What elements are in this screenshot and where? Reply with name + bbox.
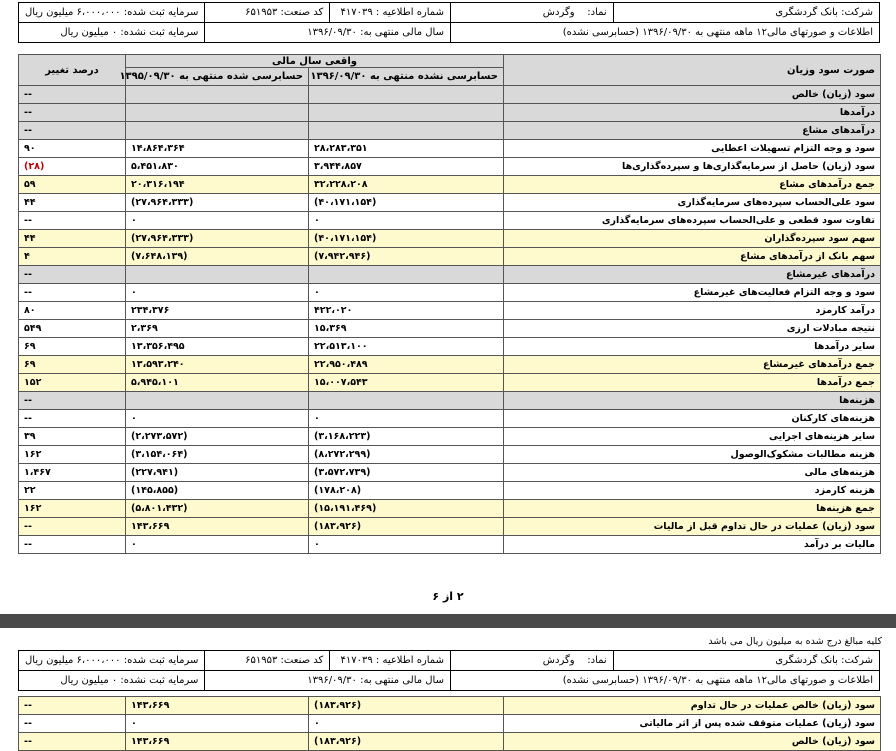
company-name: شرکت: بانک گردشگری <box>613 651 879 671</box>
row-prior-value <box>126 86 309 104</box>
row-current-value: (۳،۱۶۸،۲۲۳) <box>309 428 504 446</box>
row-prior-value: ۰ <box>126 410 309 428</box>
row-current-value: ۱۵،۳۶۹ <box>309 320 504 338</box>
row-prior-value: ۰ <box>126 715 309 733</box>
table-row <box>19 284 881 302</box>
table-row <box>19 266 881 284</box>
row-prior-value: ۵،۴۵۱،۸۳۰ <box>126 158 309 176</box>
table-row <box>19 194 881 212</box>
row-prior-value: ۲،۳۶۹ <box>126 320 309 338</box>
row-label: سهم سود سپرده‌گذاران <box>504 230 881 248</box>
row-prior-value: ۱۴۳،۶۶۹ <box>126 733 309 751</box>
row-current-value: (۱۷۸،۲۰۸) <box>309 482 504 500</box>
unregistered-capital: سرمایه ثبت نشده: ۰ میلیون ریال <box>19 671 205 691</box>
row-change-percent: -- <box>19 697 126 715</box>
table-row <box>19 212 881 230</box>
row-label: هزینه کارمزد <box>504 482 881 500</box>
row-change-percent: -- <box>19 392 126 410</box>
table-row <box>19 464 881 482</box>
row-current-value: ۳۲،۲۲۸،۲۰۸ <box>309 176 504 194</box>
row-change-percent: ۴۴ <box>19 194 126 212</box>
row-current-value: ۲۲،۹۵۰،۴۸۹ <box>309 356 504 374</box>
row-change-percent: -- <box>19 536 126 554</box>
row-label: سود (زیان) عملیات متوقف شده پس از اثر مالیاتی <box>504 715 881 733</box>
table-row <box>19 482 881 500</box>
row-current-value: ۰ <box>309 536 504 554</box>
row-prior-value: (۲۷،۹۶۴،۳۳۳) <box>126 230 309 248</box>
row-prior-value: ۵،۹۴۵،۱۰۱ <box>126 374 309 392</box>
table-row <box>19 122 881 140</box>
table-row <box>19 410 881 428</box>
table-row <box>19 176 881 194</box>
table-row <box>19 86 881 104</box>
row-change-percent: ۴۴ <box>19 230 126 248</box>
row-label: سهم بانک از درآمدهای مشاع <box>504 248 881 266</box>
row-label: سایر هزینه‌های اجرایی <box>504 428 881 446</box>
row-current-value: (۳،۵۷۲،۷۳۹) <box>309 464 504 482</box>
row-change-percent: ۵۴۹ <box>19 320 126 338</box>
table-row <box>19 715 881 733</box>
report-title: اطلاعات و صورتهای مالی۱۲ ماهه منتهی به ۱۳۹۶/۰۹/۳۰ (حسابرسی نشده) <box>450 23 879 43</box>
page-separator <box>0 614 896 628</box>
row-change-percent: ۶۹ <box>19 356 126 374</box>
row-current-value: ۴۲۲،۰۲۰ <box>309 302 504 320</box>
notice-number: شماره اطلاعیه : ۴۱۷۰۳۹ <box>330 3 451 23</box>
registered-capital: سرمایه ثبت شده: ۶،۰۰۰،۰۰۰ میلیون ریال <box>19 3 205 23</box>
row-prior-value: (۲،۲۷۳،۵۷۲) <box>126 428 309 446</box>
row-change-percent: -- <box>19 212 126 230</box>
row-change-percent: (۲۸) <box>19 158 126 176</box>
row-prior-value: ۲۰،۳۱۶،۱۹۴ <box>126 176 309 194</box>
row-prior-value: ۱۳،۵۹۳،۲۴۰ <box>126 356 309 374</box>
row-label: مالیات بر درآمد <box>504 536 881 554</box>
row-prior-value: ۰ <box>126 284 309 302</box>
row-current-value: (۴۰،۱۷۱،۱۵۴) <box>309 194 504 212</box>
table-row <box>19 392 881 410</box>
symbol-cell: نماد: وگردش <box>450 651 613 671</box>
row-current-value: (۱۸۳،۹۲۶) <box>309 697 504 715</box>
row-current-value: ۲۸،۲۸۳،۳۵۱ <box>309 140 504 158</box>
company-header-table <box>18 2 880 43</box>
row-label: سود (زیان) حاصل از سرمایه‌گذاری‌ها و سپرده‌گذاری‌ها <box>504 158 881 176</box>
unregistered-capital: سرمایه ثبت نشده: ۰ میلیون ریال <box>19 23 205 43</box>
row-change-percent: ۵۹ <box>19 176 126 194</box>
row-change-percent: ۸۰ <box>19 302 126 320</box>
row-current-value: ۲۲،۵۱۳،۱۰۰ <box>309 338 504 356</box>
table-row <box>19 374 881 392</box>
row-prior-value <box>126 266 309 284</box>
row-label: درآمدها <box>504 104 881 122</box>
row-prior-value: ۲۳۴،۳۷۶ <box>126 302 309 320</box>
row-change-percent: -- <box>19 104 126 122</box>
row-change-percent: -- <box>19 733 126 751</box>
row-label: هزینه مطالبات مشکوک‌الوصول <box>504 446 881 464</box>
row-label: سود و وجه التزام تسهیلات اعطایی <box>504 140 881 158</box>
company-header-table-2 <box>18 650 880 691</box>
row-current-value: (۸،۲۷۲،۲۹۹) <box>309 446 504 464</box>
amount-unit-note: کلیه مبالغ درج شده به میلیون ریال می باشد <box>708 636 882 647</box>
row-current-value: (۱۵،۱۹۱،۴۶۹) <box>309 500 504 518</box>
row-prior-value: (۵،۸۰۱،۴۳۲) <box>126 500 309 518</box>
row-label: سایر درآمدها <box>504 338 881 356</box>
report-page-2 <box>0 628 896 750</box>
row-change-percent: ۱،۴۶۷ <box>19 464 126 482</box>
col-title: صورت سود وزیان <box>504 55 881 86</box>
row-current-value: (۱۸۳،۹۲۶) <box>309 518 504 536</box>
report-title: اطلاعات و صورتهای مالی۱۲ ماهه منتهی به ۱۳۹۶/۰۹/۳۰ (حسابرسی نشده) <box>450 671 879 691</box>
table-row <box>19 320 881 338</box>
row-label: درآمد کارمزد <box>504 302 881 320</box>
row-change-percent: ۹۰ <box>19 140 126 158</box>
row-current-value: (۴۰،۱۷۱،۱۵۴) <box>309 230 504 248</box>
company-name: شرکت: بانک گردشگری <box>613 3 879 23</box>
row-label: جمع درآمدهای مشاع <box>504 176 881 194</box>
income-statement-table-cont <box>18 696 881 751</box>
industry-code: کد صنعت: ۶۵۱۹۵۳ <box>205 3 330 23</box>
table-row <box>19 248 881 266</box>
table-row <box>19 230 881 248</box>
row-label: جمع درآمدها <box>504 374 881 392</box>
row-change-percent: -- <box>19 410 126 428</box>
row-label: سود و وجه التزام فعالیت‌های غیرمشاع <box>504 284 881 302</box>
row-change-percent: -- <box>19 266 126 284</box>
row-label: جمع درآمدهای غیرمشاع <box>504 356 881 374</box>
row-change-percent: ۳۹ <box>19 428 126 446</box>
row-prior-value <box>126 392 309 410</box>
row-current-value: ۰ <box>309 212 504 230</box>
row-current-value: ۱۵،۰۰۷،۵۴۳ <box>309 374 504 392</box>
row-current-value: ۰ <box>309 410 504 428</box>
table-row <box>19 536 881 554</box>
row-current-value: ۳،۹۴۴،۸۵۷ <box>309 158 504 176</box>
table-row <box>19 697 881 715</box>
row-prior-value: (۲۷،۹۶۴،۳۳۳) <box>126 194 309 212</box>
table-row <box>19 446 881 464</box>
row-label: هزینه‌های مالی <box>504 464 881 482</box>
row-change-percent: -- <box>19 122 126 140</box>
symbol-cell: نماد: وگردش <box>450 3 613 23</box>
row-label: هزینه‌های کارکنان <box>504 410 881 428</box>
row-label: سود علی‌الحساب سپرده‌های سرمایه‌گذاری <box>504 194 881 212</box>
row-current-value: (۷،۹۴۲،۹۴۶) <box>309 248 504 266</box>
row-label: هزینه‌ها <box>504 392 881 410</box>
row-current-value: (۱۸۳،۹۲۶) <box>309 733 504 751</box>
row-change-percent: ۱۶۲ <box>19 500 126 518</box>
row-label: سود (زیان) خالص عملیات در حال تداوم <box>504 697 881 715</box>
row-current-value <box>309 86 504 104</box>
row-current-value <box>309 104 504 122</box>
col-prior: حسابرسی شده منتهی به ۱۳۹۵/۰۹/۳۰ <box>126 68 309 86</box>
row-change-percent: -- <box>19 284 126 302</box>
industry-code: کد صنعت: ۶۵۱۹۵۳ <box>205 651 330 671</box>
row-label: سود (زیان) خالص <box>504 86 881 104</box>
row-change-percent: ۱۵۲ <box>19 374 126 392</box>
row-change-percent: -- <box>19 86 126 104</box>
row-prior-value: (۳،۱۵۴،۰۶۴) <box>126 446 309 464</box>
row-change-percent: -- <box>19 715 126 733</box>
row-current-value <box>309 392 504 410</box>
col-change: درصد تغییر <box>19 55 126 86</box>
table-row <box>19 356 881 374</box>
row-prior-value: ۰ <box>126 536 309 554</box>
row-prior-value <box>126 122 309 140</box>
table-row <box>19 733 881 751</box>
table-row <box>19 428 881 446</box>
row-label: تفاوت سود قطعی و علی‌الحساب سپرده‌های سرمایه‌گذاری <box>504 212 881 230</box>
row-label: نتیجه مبادلات ارزی <box>504 320 881 338</box>
row-label: درآمدهای غیرمشاع <box>504 266 881 284</box>
row-prior-value: ۱۴۳،۶۶۹ <box>126 518 309 536</box>
income-statement-table <box>18 54 881 554</box>
row-current-value <box>309 122 504 140</box>
fiscal-year: سال مالی منتهی به: ۱۳۹۶/۰۹/۳۰ <box>205 671 451 691</box>
row-prior-value <box>126 104 309 122</box>
row-prior-value: (۷،۶۴۸،۱۳۹) <box>126 248 309 266</box>
row-prior-value: ۱۴،۸۶۴،۳۶۴ <box>126 140 309 158</box>
notice-number: شماره اطلاعیه : ۴۱۷۰۳۹ <box>330 651 451 671</box>
row-change-percent: ۶۹ <box>19 338 126 356</box>
registered-capital: سرمایه ثبت شده: ۶،۰۰۰،۰۰۰ میلیون ریال <box>19 651 205 671</box>
row-current-value: ۰ <box>309 284 504 302</box>
row-change-percent: ۲۲ <box>19 482 126 500</box>
page-number: ۲ از ۶ <box>432 590 464 603</box>
row-label: درآمدهای مشاع <box>504 122 881 140</box>
col-current: حسابرسی نشده منتهی به ۱۳۹۶/۰۹/۳۰ <box>309 68 504 86</box>
row-prior-value: (۲۲۷،۹۴۱) <box>126 464 309 482</box>
table-row <box>19 500 881 518</box>
row-prior-value: (۱۴۵،۸۵۵) <box>126 482 309 500</box>
row-change-percent: -- <box>19 518 126 536</box>
row-prior-value: ۱۳،۳۵۶،۴۹۵ <box>126 338 309 356</box>
row-prior-value: ۰ <box>126 212 309 230</box>
col-group: واقعی سال مالی <box>126 55 504 68</box>
table-row <box>19 158 881 176</box>
table-row <box>19 302 881 320</box>
row-change-percent: ۱۶۲ <box>19 446 126 464</box>
table-row <box>19 104 881 122</box>
row-change-percent: ۴ <box>19 248 126 266</box>
table-row <box>19 338 881 356</box>
row-label: جمع هزینه‌ها <box>504 500 881 518</box>
table-row <box>19 518 881 536</box>
row-label: سود (زیان) عملیات در حال تداوم قبل از مالیات <box>504 518 881 536</box>
row-label: سود (زیان) خالص <box>504 733 881 751</box>
row-current-value: ۰ <box>309 715 504 733</box>
row-prior-value: ۱۴۳،۶۶۹ <box>126 697 309 715</box>
row-current-value <box>309 266 504 284</box>
fiscal-year: سال مالی منتهی به: ۱۳۹۶/۰۹/۳۰ <box>205 23 451 43</box>
table-row <box>19 140 881 158</box>
